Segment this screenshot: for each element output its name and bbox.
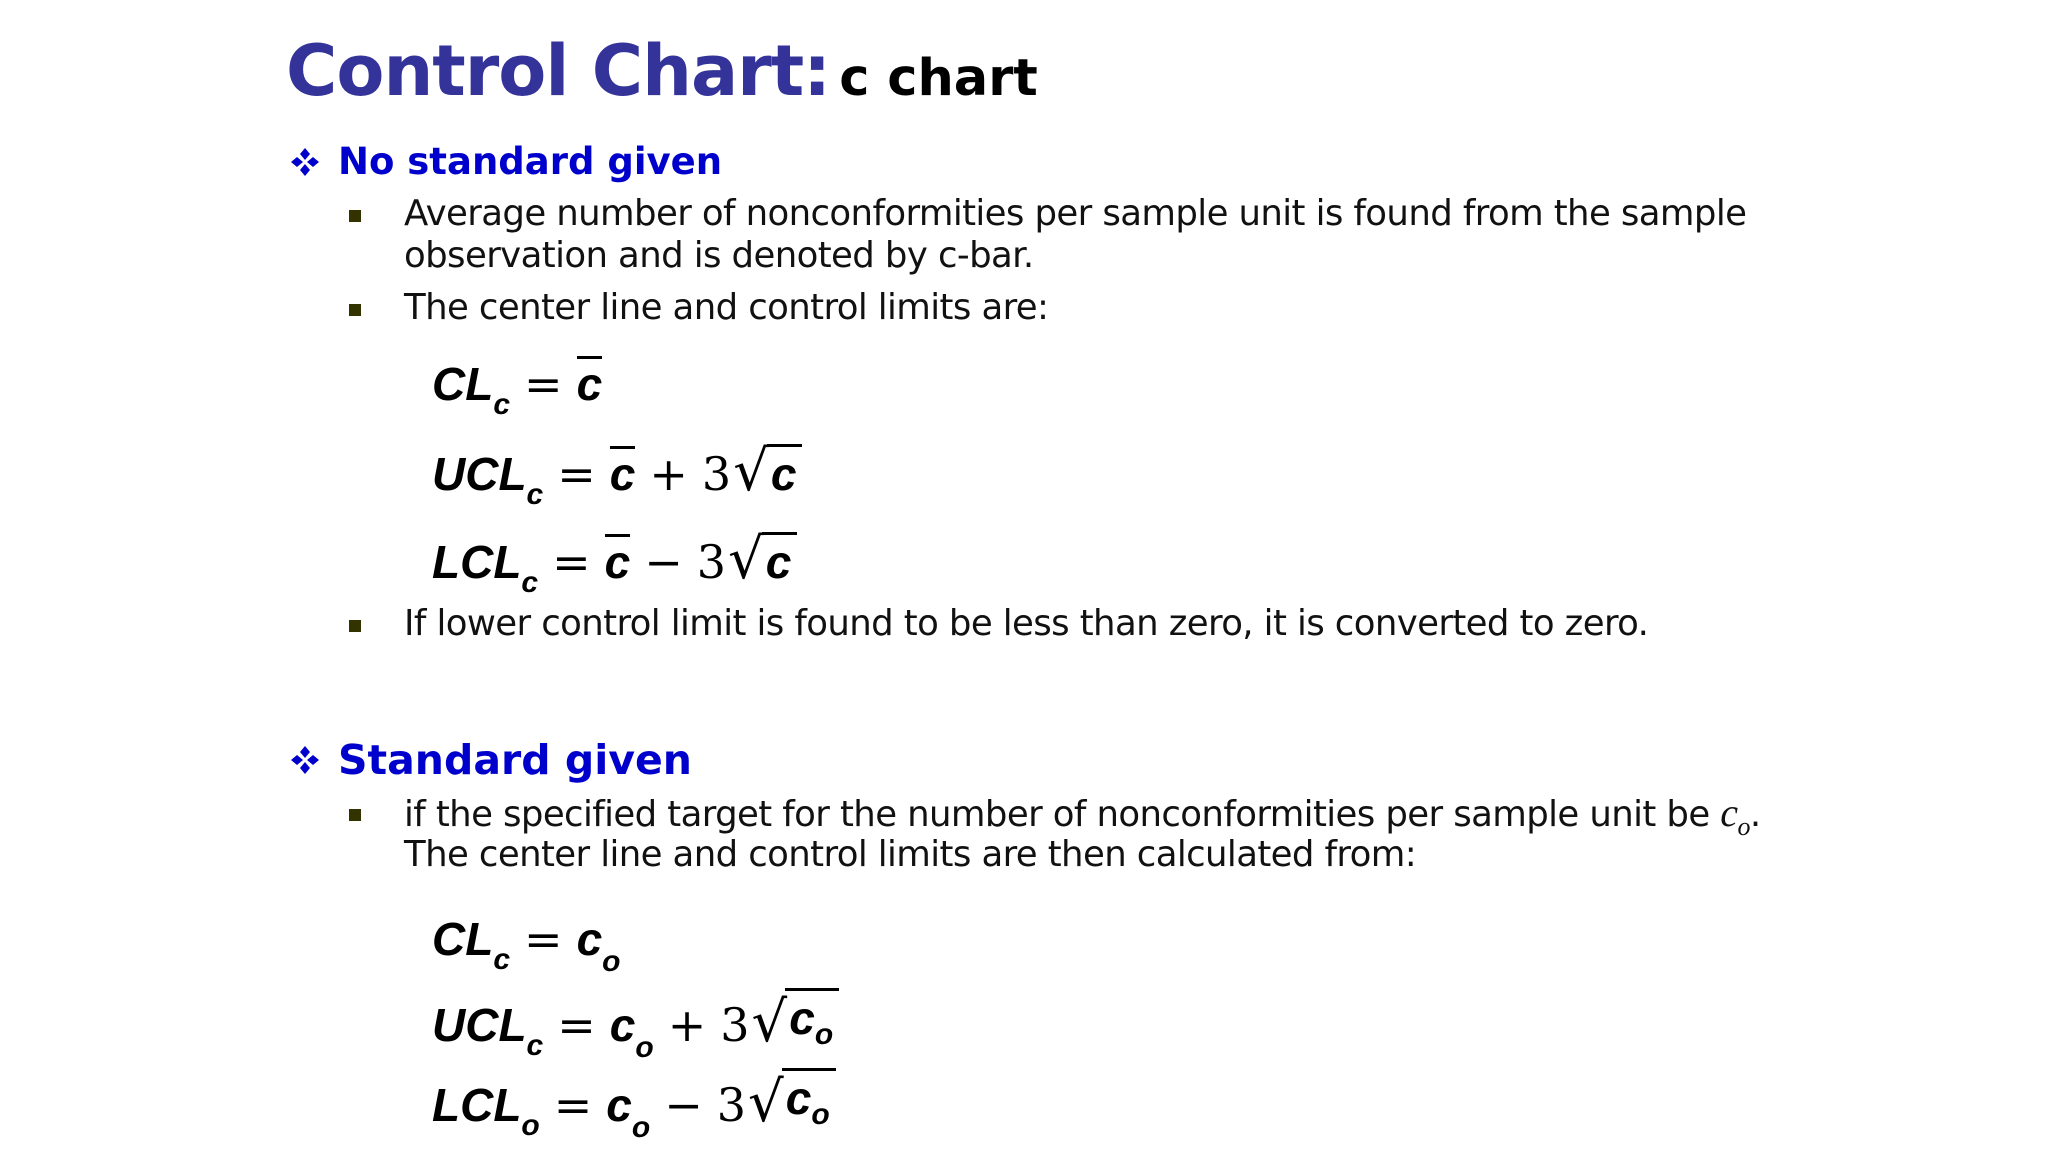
c-o: $c_o$ [576, 913, 621, 979]
square-root: √ c [728, 532, 797, 588]
bullet-marker [349, 620, 361, 632]
equals-sign: = [524, 357, 563, 411]
bullet-text-line: If lower control limit is found to be less than zero, it is converted to zero. [404, 603, 1649, 644]
formula-ucl-cbar [432, 439, 802, 512]
c-bar: c [604, 536, 631, 588]
formula-lhs: $UCL_c$ [432, 999, 544, 1063]
plus-sign: + [649, 447, 688, 501]
coefficient: 3 [701, 447, 732, 501]
bullet-text-line: The center line and control limits are then calculated from: [404, 834, 1417, 875]
bullet-marker [349, 304, 361, 316]
c-bar: c [765, 536, 792, 589]
equals-sign: = [557, 447, 596, 501]
slide-title [286, 30, 1038, 112]
equals-sign: = [553, 1078, 593, 1133]
c-bar: c [609, 448, 636, 500]
bullet-text-line: if the specified target for the number of nonconformities per sample unit be $c_o$. [404, 790, 1761, 841]
formula-lhs: $UCL_c$ [432, 448, 544, 512]
bullet-text-line: The center line and control limits are: [404, 287, 1049, 328]
title-main: Control Chart: [286, 30, 831, 112]
coefficient: 3 [716, 1078, 747, 1133]
plus-sign: + [667, 998, 707, 1053]
title-sub: c chart [839, 49, 1038, 108]
coefficient: 3 [696, 535, 727, 589]
formula-lhs: $LCL_c$ [432, 536, 539, 600]
formula-lcl-cbar [432, 527, 797, 600]
square-root: √ $c_o$ [748, 1068, 836, 1131]
c-o: $c_o$ [609, 999, 654, 1065]
formula-lhs: $CL_c$ [432, 358, 511, 422]
minus-sign: − [644, 535, 683, 589]
c-bar: c [576, 358, 603, 410]
c-o: $c_o$ [606, 1079, 651, 1145]
minus-sign: − [664, 1078, 703, 1133]
formula-ucl-co [432, 988, 839, 1065]
coefficient: 3 [720, 998, 750, 1053]
bullet-text-line: Average number of nonconformities per sample unit is found from the sample [404, 193, 1747, 234]
target-symbol: $c_o$ [1720, 790, 1750, 841]
formula-lhs: $LCL_o$ [432, 1079, 540, 1143]
bullet-text-line: observation and is denoted by c-bar. [404, 235, 1034, 276]
section-heading-standard [290, 736, 692, 784]
c-bar: c [770, 448, 797, 501]
bullet-marker [349, 210, 361, 222]
bullet-marker [349, 809, 361, 821]
formula-cl-co [432, 912, 621, 979]
four-diamond-icon [290, 147, 320, 177]
formula-cl-cbar [432, 356, 603, 422]
square-root: √ $c_o$ [752, 988, 840, 1051]
equals-sign: = [557, 998, 596, 1053]
equals-sign: = [524, 912, 563, 966]
section-label: Standard given [338, 736, 692, 784]
formula-lhs: $CL_c$ [432, 913, 511, 977]
section-label: No standard given [338, 140, 723, 183]
equals-sign: = [552, 535, 591, 589]
section-heading-no-standard [290, 140, 722, 183]
formula-lcl-co [432, 1068, 836, 1145]
square-root: √ c [733, 444, 802, 500]
four-diamond-icon [290, 745, 320, 775]
